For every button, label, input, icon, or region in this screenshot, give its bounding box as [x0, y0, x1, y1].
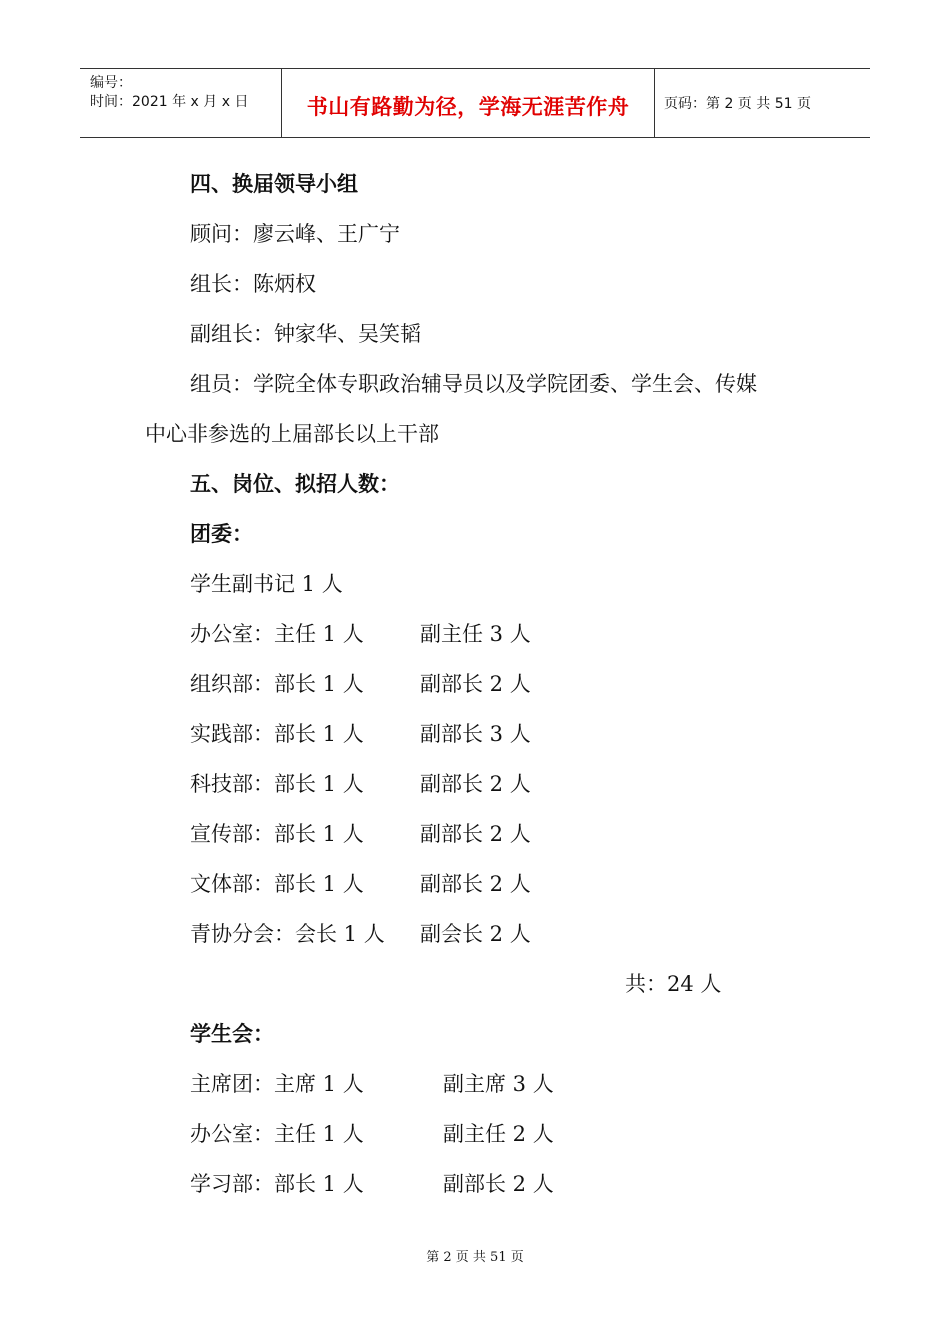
members-line-continued: 中心非参选的上届部长以上干部	[145, 422, 439, 446]
post-text: 组织部：部长 1 人	[190, 672, 364, 696]
post-text: 办公室：主任 1 人	[190, 622, 364, 646]
deputy-post-text: 副部长 2 人	[420, 772, 531, 796]
union-row	[190, 1120, 554, 1148]
league-row	[190, 820, 531, 848]
deputy-post-text: 副部长 2 人	[420, 872, 531, 896]
post-text: 办公室：主任 1 人	[190, 1122, 364, 1146]
post-text: 宣传部：部长 1 人	[190, 822, 364, 846]
deputy-post-text: 副部长 2 人	[443, 1172, 554, 1196]
student-union-title: 学生会：	[190, 1022, 274, 1046]
page-footer: 第 2 页 共 51 页	[426, 1250, 524, 1265]
section4-title: 四、换届领导小组	[190, 172, 358, 196]
deputy-post-text: 副会长 2 人	[420, 922, 531, 946]
post-text: 科技部：部长 1 人	[190, 772, 364, 796]
post-text: 文体部：部长 1 人	[190, 872, 364, 896]
union-row	[190, 1070, 554, 1098]
leader-line: 组长：陈炳权	[190, 272, 316, 296]
league-row	[190, 720, 531, 748]
deputy-post-text: 副部长 2 人	[420, 672, 531, 696]
league-committee-title: 团委：	[190, 522, 253, 546]
header-page-cell	[654, 69, 870, 137]
league-row	[190, 770, 531, 798]
deputy-post-text: 副主任 2 人	[443, 1122, 554, 1146]
header-page-info: 页码：第 2 页 共 51 页	[664, 96, 811, 112]
league-row	[190, 670, 531, 698]
league-row	[190, 620, 531, 648]
members-line: 组员：学院全体专职政治辅导员以及学院团委、学生会、传媒	[190, 372, 757, 396]
doc-date: 时间：2021 年 x 月 x 日	[90, 94, 249, 110]
deputy-post-text: 副部长 3 人	[420, 722, 531, 746]
deputy-post-text: 副部长 2 人	[420, 822, 531, 846]
deputy-post-text: 副主任 3 人	[420, 622, 531, 646]
advisors-line: 顾问：廖云峰、王广宁	[190, 222, 400, 246]
deputy-leader-line: 副组长：钟家华、吴笑韬	[190, 322, 421, 346]
post-text: 学习部：部长 1 人	[190, 1172, 364, 1196]
league-total: 共：24 人	[625, 972, 722, 996]
header-motto: 书山有路勤为径，学海无涯苦作舟	[306, 95, 630, 119]
header-motto-cell	[281, 69, 655, 137]
header-meta	[80, 69, 280, 137]
post-text: 主席团：主席 1 人	[190, 1072, 364, 1096]
doc-number-label: 编号：	[90, 75, 132, 91]
league-row	[190, 920, 531, 948]
post-text: 实践部：部长 1 人	[190, 722, 364, 746]
page-header	[80, 68, 870, 138]
post-text: 青协分会：会长 1 人	[190, 922, 385, 946]
league-secretary-line: 学生副书记 1 人	[190, 572, 343, 596]
union-row	[190, 1170, 554, 1198]
section5-title: 五、岗位、拟招人数：	[190, 472, 400, 496]
deputy-post-text: 副主席 3 人	[443, 1072, 554, 1096]
league-row	[190, 870, 531, 898]
